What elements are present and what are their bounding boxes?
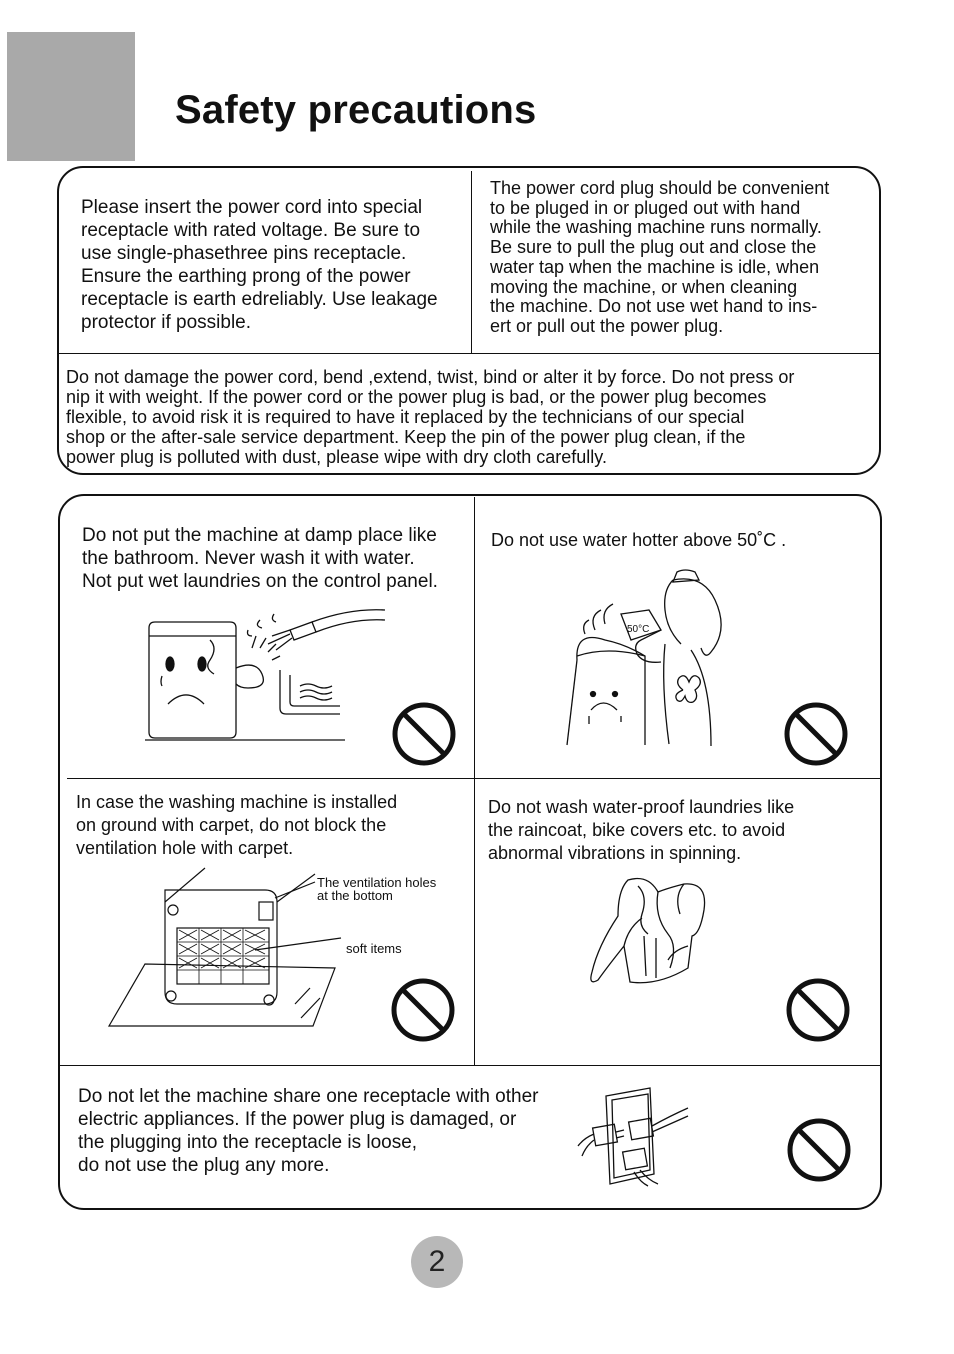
svg-text:50°C: 50°C — [627, 624, 650, 635]
soft-items-label: soft items — [346, 941, 402, 956]
waterproof-warning: Do not wash water-proof laundries like the raincoat, bike covers etc. to avoid abnormal vibrations in spinning. — [488, 797, 795, 863]
prohibition-icon — [785, 977, 851, 1043]
divider — [67, 778, 882, 779]
damp-place-warning: Do not put the machine at damp place like the bathroom. Never wash it with water. Not put wet laundries on the control panel. — [82, 525, 438, 592]
rated-voltage-note: Please insert the power cord into special receptacle with rated voltage. Be sure to use single-phasethree pins receptacle. Ensure the earthing prong of the power receptacle is earth edreliably. Use leakage protector if possible. — [81, 197, 438, 333]
raincoat-illustration — [588, 876, 712, 992]
carpet-illustration — [105, 868, 335, 1030]
page-number: 2 — [411, 1236, 463, 1288]
power-cord-damage-note: Do not damage the power cord, bend ,extend, twist, bind or alter it by force. Do not press or nip it with weight. If the power cord or the power plug is bad, or the power plug becomes flexible, to avoid risk it is required to have it replaced by the technicians of our special shop or the after-sale service department. Keep the pin of the power plug clean, if the power plug is polluted with dust, please wipe with dry cloth carefully. — [66, 367, 795, 467]
page-title: Safety precautions — [175, 88, 537, 132]
receptacle-illustration — [578, 1086, 690, 1186]
carpet-warning: In case the washing machine is installed on ground with carpet, do not block the ventilation hole with carpet. — [76, 792, 398, 858]
hot-water-warning: Do not use water hotter above 50˚C . — [491, 530, 787, 550]
divider — [474, 497, 475, 1065]
prohibition-icon — [786, 1117, 852, 1183]
header-gray-block — [7, 32, 135, 161]
divider — [471, 171, 472, 353]
prohibition-icon — [390, 977, 456, 1043]
power-plug-note: The power cord plug should be convenient to be pluged in or pluged out with hand while the washing machine runs normally. Be sure to pull the plug out and close the water tap when the machine is idle, when moving the machine, or when cleaning the machine. Do not use wet hand to ins- ert or pull out the power plug. — [490, 178, 830, 336]
ventilation-holes-label: The ventilation holes at the bottom — [317, 875, 437, 903]
hot-water-illustration — [565, 570, 730, 750]
prohibition-icon — [391, 701, 457, 767]
divider — [60, 1065, 881, 1066]
divider — [58, 353, 880, 354]
prohibition-icon — [783, 701, 849, 767]
wet-machine-illustration — [140, 600, 390, 745]
receptacle-warning: Do not let the machine share one receptacle with other electric appliances. If the power plug is damaged, or the plugging into the receptacle is loose, do not use the plug any more. — [78, 1086, 539, 1176]
